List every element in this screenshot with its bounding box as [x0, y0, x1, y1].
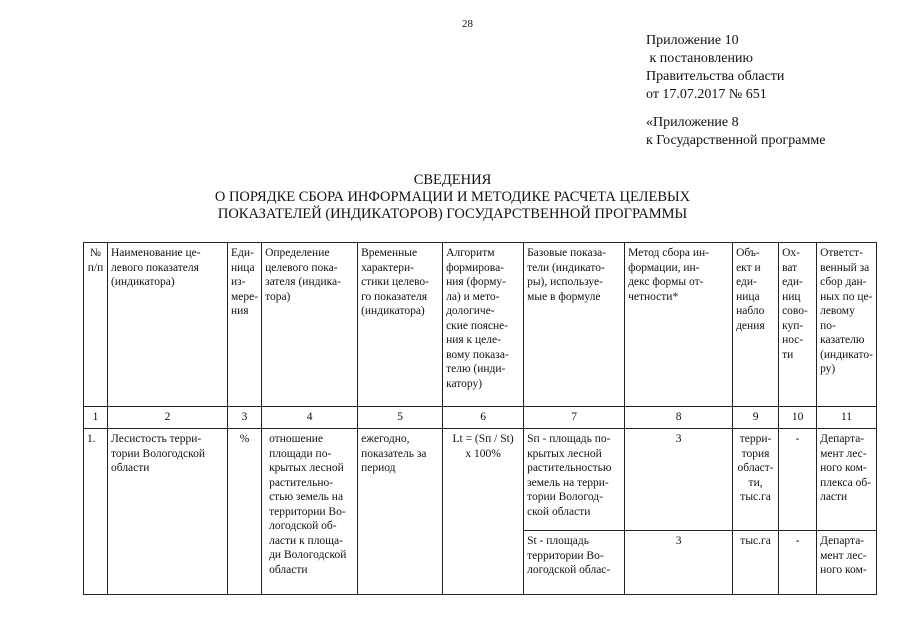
base-indicator-a: Sп - площадь по- крытых лесной растительностью земель на терри- тории Вологод- ской области [524, 429, 625, 531]
page-number: 28 [462, 18, 473, 30]
title-line: СВЕДЕНИЯ [413, 172, 492, 188]
column-number: 8 [625, 407, 733, 429]
header-cell: Временные характери- стики целево- го показателя (индикатора) [358, 243, 443, 407]
method-cell-b: 3 [625, 531, 733, 595]
appendix-line: от 17.07.2017 № 651 [646, 87, 767, 102]
responsible-cell-b: Департа- мент лес- ного ком- [817, 531, 877, 595]
header-cell: Объ- ект и еди- ница набло дения [733, 243, 779, 407]
appendix-line: к постановлению [646, 51, 753, 66]
object-cell-a: терри- тория област- ти, тыс.га [733, 429, 779, 531]
header-cell: Базовые показа- тели (индикато- ры), используе- мые в формуле [524, 243, 625, 407]
unit-cell: % [228, 429, 262, 595]
object-cell-b: тыс.га [733, 531, 779, 595]
formula-cell: Lt = (Sп / St) x 100% [443, 429, 524, 595]
appendix-block-2 [646, 114, 825, 150]
time-cell: ежегодно, показатель за период [358, 429, 443, 595]
base-indicator-b: St - площадь территории Во- логодской облас- [524, 531, 625, 595]
column-number: 3 [228, 407, 262, 429]
header-cell: Ох- ват еди- ниц сово- куп- нос- ти [779, 243, 817, 407]
indicators-table [83, 242, 877, 595]
header-cell: Еди- ница из- мере- ния [228, 243, 262, 407]
appendix2-line: «Приложение 8 [646, 115, 739, 130]
column-number: 11 [817, 407, 877, 429]
coverage-cell-a: - [779, 429, 817, 531]
appendix-line: Приложение 10 [646, 33, 739, 48]
header-cell: Ответст- венный за сбор дан- ных по це- левому по- казателю (индикато- ру) [817, 243, 877, 407]
header-cell: Наименование це- левого показателя (индикатора) [108, 243, 228, 407]
method-cell-a: 3 [625, 429, 733, 531]
column-number: 4 [262, 407, 358, 429]
header-cell: Алгоритм формирова- ния (форму- ла) и мето- дологиче- ские поясне- ния к целе- вому показа- телю (инди- катору) [443, 243, 524, 407]
indicator-name: Лесистость терри- тории Вологодской области [108, 429, 228, 595]
definition-cell: отношение площади по- крытых лесной растительно- стью земель на территории Во- логодской об- ласти к площа- ди Вологодской области [262, 429, 358, 595]
column-number: 6 [443, 407, 524, 429]
header-cell: № п/п [84, 243, 108, 407]
column-number: 10 [779, 407, 817, 429]
table-row [84, 429, 877, 531]
appendix-line: Правительства области [646, 69, 785, 84]
appendix-block [646, 32, 784, 104]
column-number: 2 [108, 407, 228, 429]
column-number: 9 [733, 407, 779, 429]
appendix2-line: к Государственной программе [646, 133, 826, 148]
header-cell: Определение целевого пока- зателя (индика- тора) [262, 243, 358, 407]
header-row [84, 243, 877, 407]
document-title [0, 172, 905, 223]
title-line: О ПОРЯДКЕ СБОРА ИНФОРМАЦИИ И МЕТОДИКЕ РАСЧЕТА ЦЕЛЕВЫХ [214, 189, 691, 205]
column-number: 1 [84, 407, 108, 429]
column-number: 7 [524, 407, 625, 429]
responsible-cell-a: Департа- мент лес- ного ком- плекса об- ласти [817, 429, 877, 531]
row-number: 1. [84, 429, 108, 595]
column-number: 5 [358, 407, 443, 429]
column-number-row [84, 407, 877, 429]
title-line: ПОКАЗАТЕЛЕЙ (ИНДИКАТОРОВ) ГОСУДАРСТВЕННОЙ ПРОГРАММЫ [217, 206, 688, 222]
coverage-cell-b: - [779, 531, 817, 595]
header-cell: Метод сбора ин- формации, ин- декс формы от- четности* [625, 243, 733, 407]
